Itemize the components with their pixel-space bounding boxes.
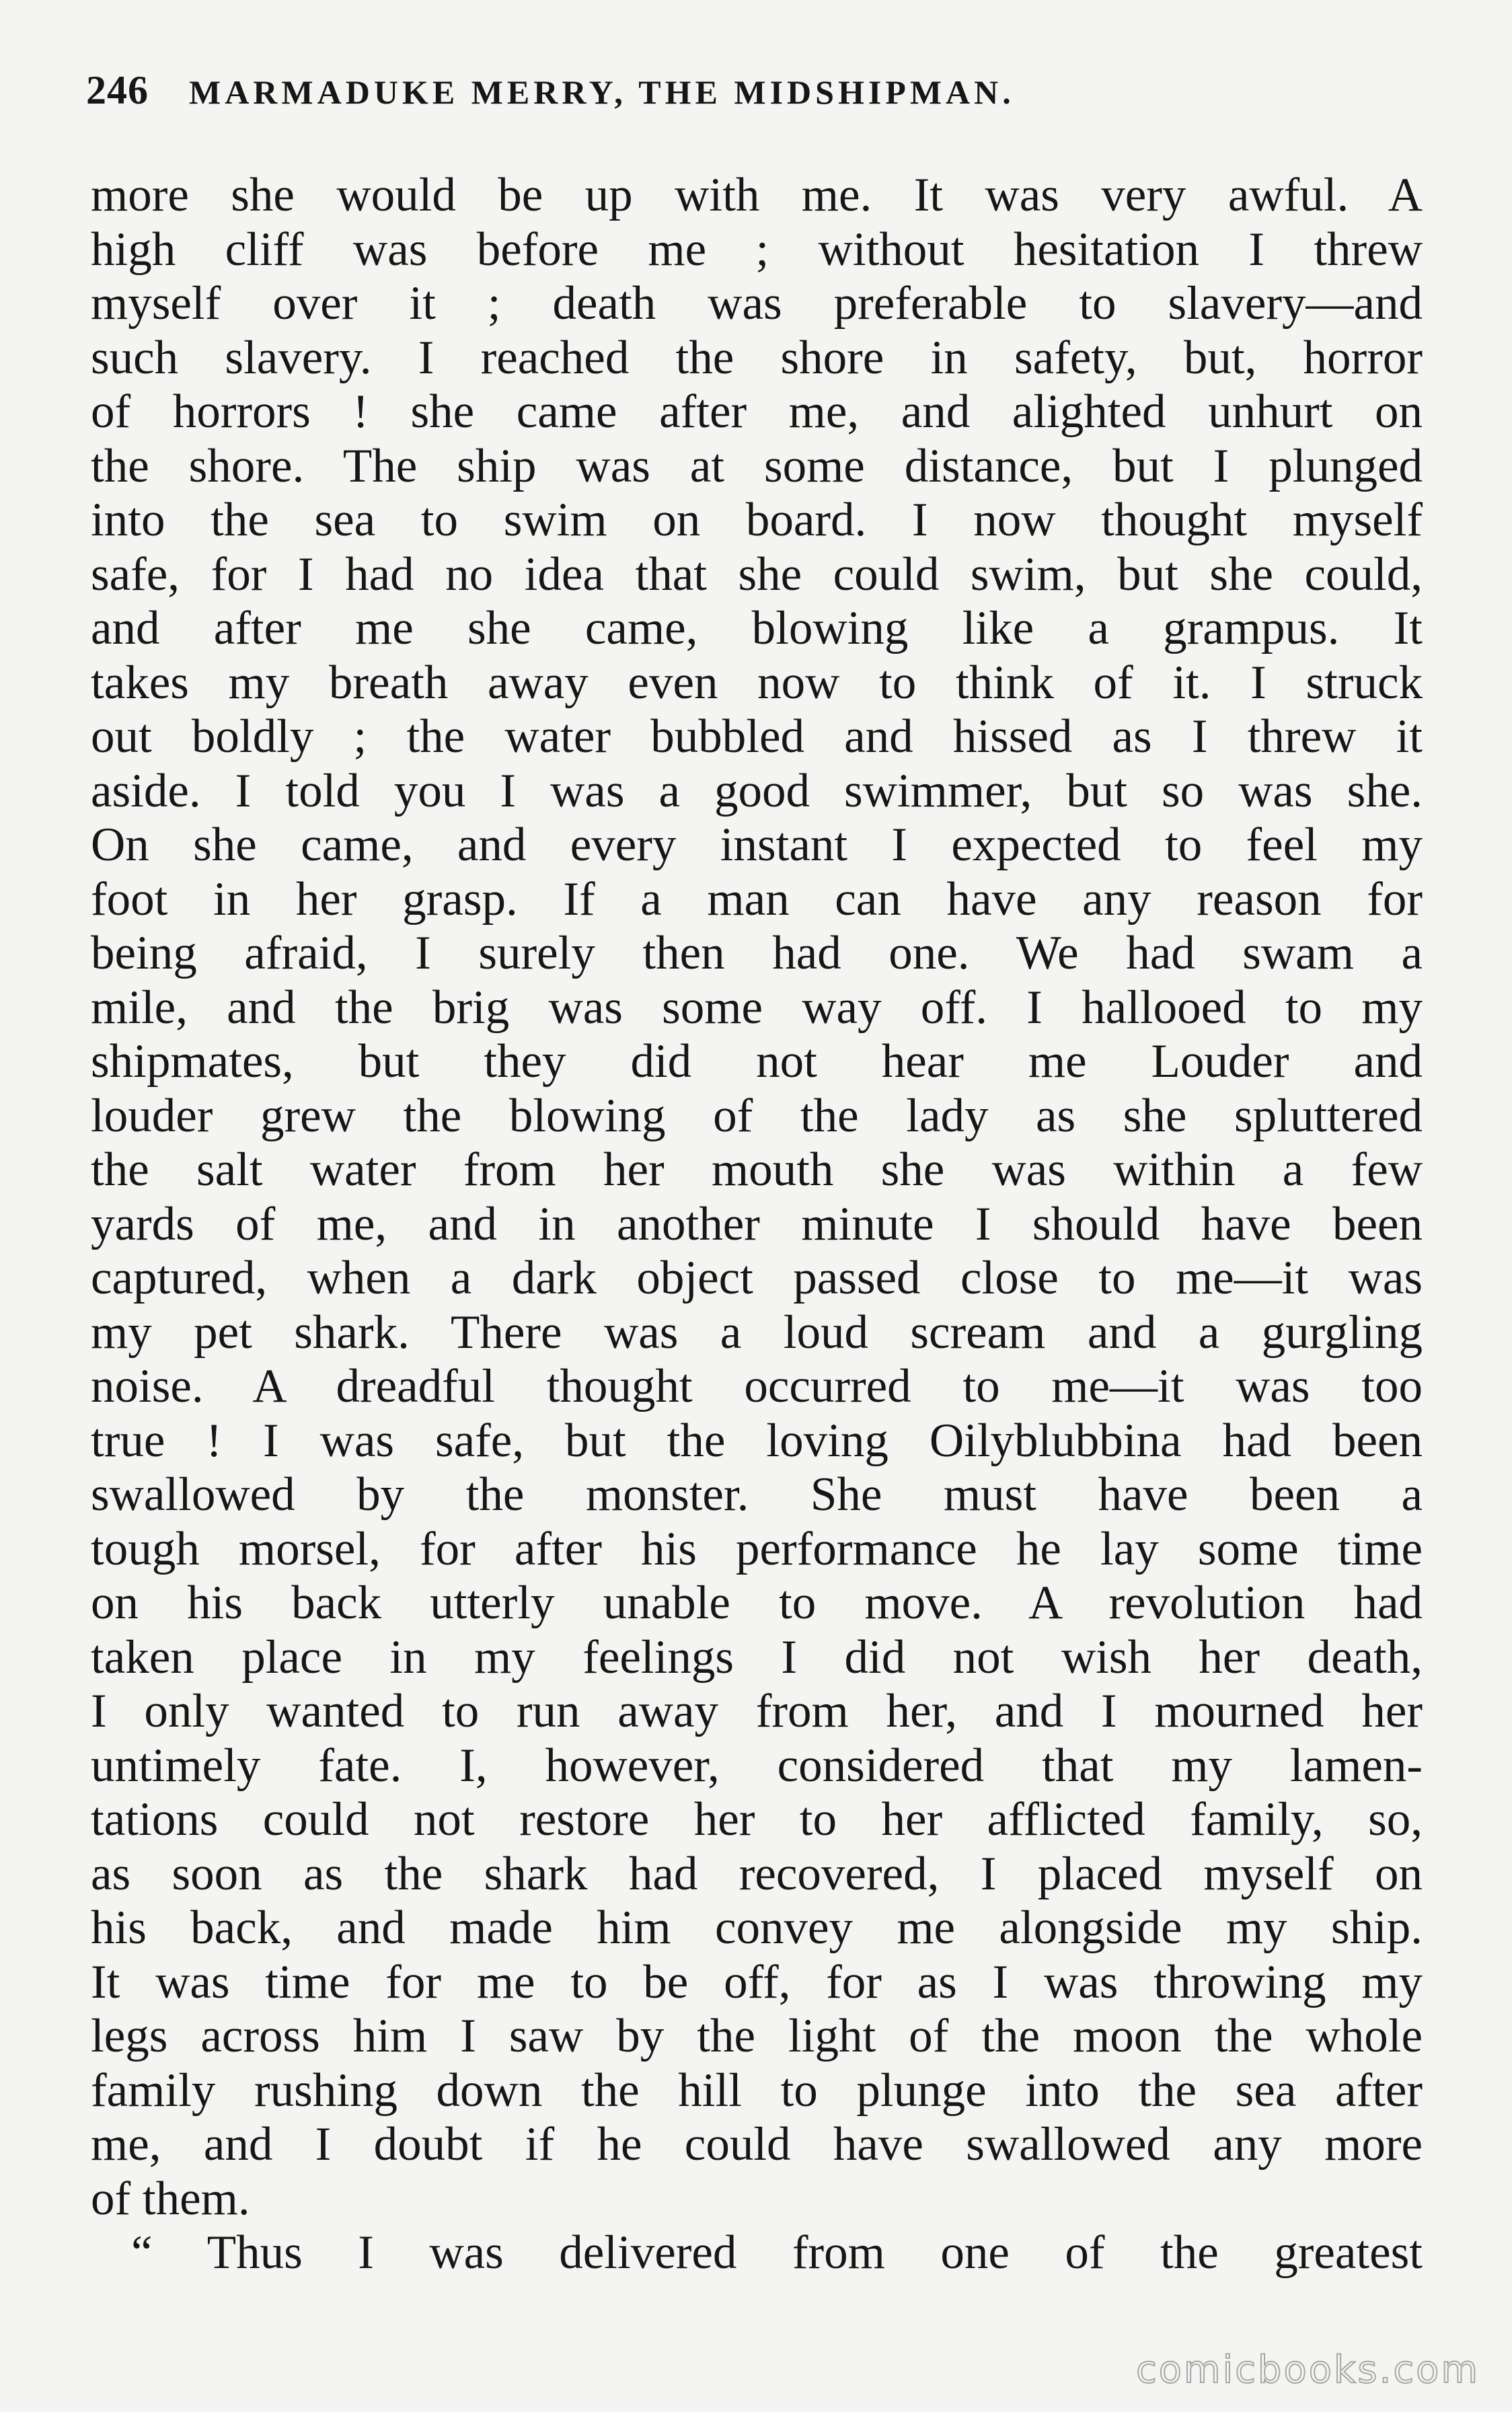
text-line: into the sea to swim on board. I now thought myself <box>91 494 1423 546</box>
text-line: being afraid, I surely then had one. We had swam a <box>91 927 1423 979</box>
text-line: of horrors ! she came after me, and alighted unhurt on <box>91 385 1423 438</box>
text-line: foot in her grasp. If a man can have any reason for <box>91 872 1423 926</box>
text-line: aside. I told you I was a good swimmer, but so was she. <box>91 764 1423 817</box>
text-line: on his back utterly unable to move. A revolution had <box>91 1577 1423 1629</box>
text-line: my pet shark. There was a loud scream and a gurgling <box>91 1306 1423 1359</box>
text-line: untimely fate. I, however, considered that my lamen- <box>91 1739 1423 1792</box>
text-line: such slavery. I reached the shore in safety, but, horror <box>91 331 1423 384</box>
text-line: out boldly ; the water bubbled and hissed as I threw it <box>91 710 1423 763</box>
text-line: captured, when a dark object passed close to me—it was <box>91 1252 1423 1304</box>
running-title: MARMADUKE MERRY, THE MIDSHIPMAN. <box>189 73 1015 111</box>
text-line: high cliff was before me ; without hesitation I threw <box>91 223 1423 276</box>
text-line: safe, for I had no idea that she could swim, but she could, <box>91 548 1423 601</box>
text-line: I only wanted to run away from her, and I mourned her <box>91 1685 1423 1737</box>
paragraph-end-line: of them. <box>91 2172 250 2225</box>
watermark: comicbooks.com <box>1135 2348 1480 2392</box>
text-line: shipmates, but they did not hear me Louder and <box>91 1035 1423 1088</box>
text-line: true ! I was safe, but the loving Oilyblubbina had been <box>91 1414 1423 1467</box>
text-line: takes my breath away even now to think of it. I struck <box>91 656 1423 709</box>
text-line: me, and I doubt if he could have swallowed any more <box>91 2118 1423 2171</box>
text-line: more she would be up with me. It was very awful. A <box>91 169 1423 221</box>
text-line: myself over it ; death was preferable to slavery—and <box>91 277 1423 330</box>
text-line: legs across him I saw by the light of the moon the whole <box>91 2010 1423 2062</box>
text-line: tough morsel, for after his performance he lay some time <box>91 1522 1423 1575</box>
text-line: It was time for me to be off, for as I was throwing my <box>91 1955 1423 2008</box>
text-line: the salt water from her mouth she was within a few <box>91 1143 1423 1196</box>
text-line: as soon as the shark had recovered, I placed myself on <box>91 1847 1423 1900</box>
text-line: family rushing down the hill to plunge into the sea after <box>91 2064 1423 2117</box>
text-line: On she came, and every instant I expected to feel my <box>91 819 1423 871</box>
text-line: his back, and made him convey me alongside my ship. <box>91 1901 1423 1954</box>
text-line: mile, and the brig was some way off. I hallooed to my <box>91 981 1423 1034</box>
text-line: yards of me, and in another minute I should have been <box>91 1197 1423 1250</box>
running-head <box>86 67 1425 128</box>
text-line: swallowed by the monster. She must have been a <box>91 1468 1423 1521</box>
text-line: noise. A dreadful thought occurred to me—it was too <box>91 1360 1423 1412</box>
text-line: tations could not restore her to her afflicted family, so, <box>91 1793 1423 1846</box>
paragraph-start-line: “ Thus I was delivered from one of the greatest <box>131 2226 1423 2279</box>
text-line: louder grew the blowing of the lady as she spluttered <box>91 1089 1423 1142</box>
page-number: 246 <box>86 68 149 112</box>
text-line: and after me she came, blowing like a grampus. It <box>91 602 1423 654</box>
text-line: taken place in my feelings I did not wish her death, <box>91 1630 1423 1684</box>
body-text <box>91 168 1423 2280</box>
text-line: the shore. The ship was at some distance, but I plunged <box>91 439 1423 492</box>
